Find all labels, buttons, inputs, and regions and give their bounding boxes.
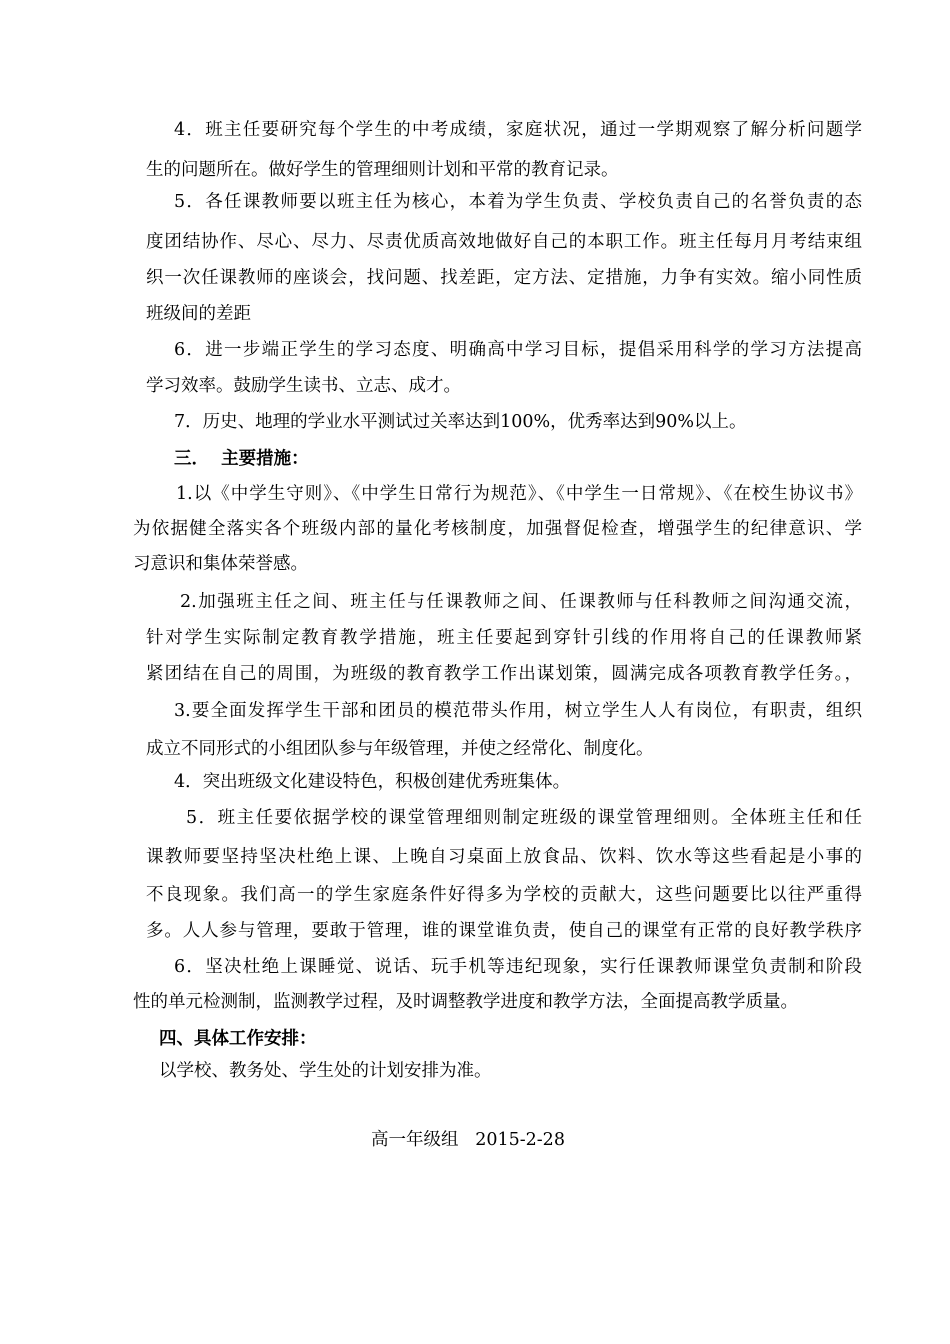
s2-item4-line2: 生的问题所在。做好学生的管理细则计划和平常的教育记录。: [146, 160, 619, 180]
s3-item5-line2: 课教师要坚持坚决杜绝上课、上晚自习桌面上放食品、饮料、饮水等这些看起是小事的: [146, 847, 862, 867]
s2-item6-line1: 6．进一步端正学生的学习态度、明确高中学习目标，提倡采用科学的学习方法提高: [174, 340, 862, 360]
s3-item2-line2: 针对学生实际制定教育教学措施，班主任要起到穿针引线的作用将自己的任课教师紧: [146, 628, 862, 648]
s3-item2-line1: 2.加强班主任之间、班主任与任课教师之间、任课教师与任科教师之间沟通交流，: [180, 592, 862, 612]
s2-item4-line1: 4．班主任要研究每个学生的中考成绩，家庭状况，通过一学期观察了解分析问题学: [174, 120, 862, 140]
s3-item5-line4: 多。人人参与管理，要敢于管理，谁的课堂谁负责，使自己的课堂有正常的良好教学秩序: [146, 921, 862, 941]
s3-item4-line1: 4．突出班级文化建设特色，积极创建优秀班集体。: [174, 772, 571, 792]
s3-item6-line2: 性的单元检测制，监测教学过程，及时调整教学进度和教学方法，全面提高教学质量。: [133, 992, 798, 1012]
s2-item7-line1: 7．历史、地理的学业水平测试过关率达到100%，优秀率达到90%以上。: [174, 412, 747, 432]
s2-item5-line3: 织一次任课教师的座谈会，找问题、找差距，定方法、定措施，力争有实效。缩小同性质: [146, 268, 862, 288]
s2-item5-line2: 度团结协作、尽心、尽力、尽责优质高效地做好自己的本职工作。班主任每月月考结束组: [146, 232, 862, 252]
section4-body: 以学校、教务处、学生处的计划安排为准。: [159, 1061, 492, 1081]
s2-item5-line4: 班级间的差距: [146, 304, 251, 324]
s2-item6-line2: 学习效率。鼓励学生读书、立志、成才。: [146, 376, 461, 396]
s3-item2-line3: 紧团结在自己的周围，为班级的教育教学工作出谋划策，圆满完成各项教育教学任务。，: [146, 664, 862, 684]
s3-item5-line3: 不良现象。我们高一的学生家庭条件好得多为学校的贡献大，这些问题要比以往严重得: [146, 885, 862, 905]
s3-item1-line1: 1.以《中学生守则》、《中学生日常行为规范》、《中学生一日常规》、《在校生协议书》: [176, 484, 862, 504]
s3-item3-line2: 成立不同形式的小组团队参与年级管理，并使之经常化、制度化。: [146, 739, 654, 759]
section3-heading: 三． 主要措施：: [174, 449, 309, 469]
s3-item6-line1: 6．坚决杜绝上课睡觉、说话、玩手机等违纪现象，实行任课教师课堂负责制和阶段: [174, 957, 862, 977]
s2-item5-line1: 5．各任课教师要以班主任为核心，本着为学生负责、学校负责自己的名誉负责的态: [174, 192, 862, 212]
s3-item3-line1: 3.要全面发挥学生干部和团员的模范带头作用，树立学生人人有岗位，有职责，组织: [174, 701, 862, 721]
s3-item5-line1: 5．班主任要依据学校的课堂管理细则制定班级的课堂管理细则。全体班主任和任: [186, 808, 862, 828]
s3-item1-line3: 习意识和集体荣誉感。: [133, 554, 308, 574]
s3-item1-line2: 为依据健全落实各个班级内部的量化考核制度，加强督促检查，增强学生的纪律意识、学: [133, 519, 862, 539]
section4-heading: 四、具体工作安排：: [159, 1029, 317, 1049]
signature: 高一年级组 2015-2-28: [371, 1130, 565, 1150]
